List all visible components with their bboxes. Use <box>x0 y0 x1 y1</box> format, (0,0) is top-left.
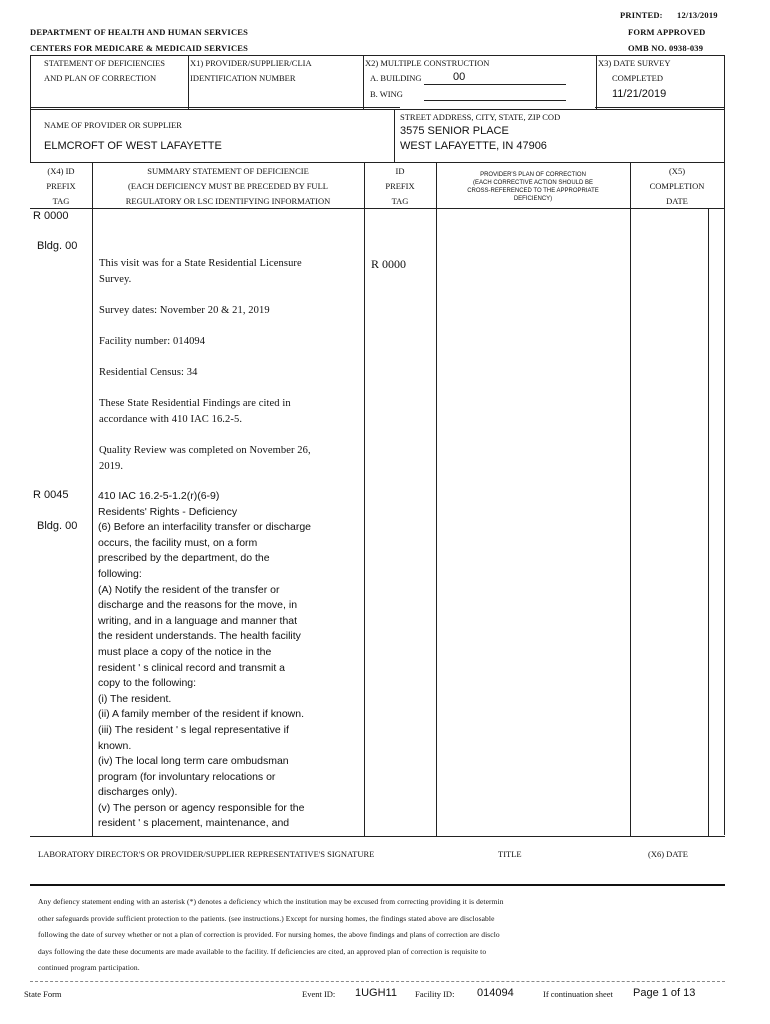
disclaimer-line: days following the date these documents are made available to the facility. If deficiencies are cited, an approved plan of correction is requisite to <box>38 946 487 956</box>
printed-date: 12/13/2019 <box>677 10 718 20</box>
summary-label-3: REGULATORY OR LSC IDENTIFYING INFORMATION <box>125 196 331 206</box>
survey-line: 2019. <box>99 460 124 472</box>
dept-title: DEPARTMENT OF HEALTH AND HUMAN SERVICES <box>30 27 249 37</box>
plan-label-1: PROVIDER'S PLAN OF CORRECTION <box>480 172 586 178</box>
survey-line: This visit was for a State Residential Licensure <box>99 258 302 269</box>
lab-director-signature-label: LABORATORY DIRECTOR'S OR PROVIDER/SUPPLIER REPRESENTATIVE'S SIGNATURE <box>38 849 375 859</box>
x1-label-1: X1) PROVIDER/SUPPLIER/CLIA <box>190 58 312 68</box>
rule-line: following: <box>98 567 142 580</box>
rule-line: the resident understands. The health facility <box>98 630 301 643</box>
survey-line: Survey. <box>99 273 132 285</box>
event-id-label: Event ID: <box>302 989 336 999</box>
rule-text-block <box>98 489 360 832</box>
provider-name-label: NAME OF PROVIDER OR SUPPLIER <box>44 120 182 130</box>
rule-line: resident ' s clinical record and transmit a <box>98 661 286 674</box>
survey-line: Survey dates: November 20 & 21, 2019 <box>99 304 270 316</box>
page-number: Page 1 of 13 <box>633 987 696 999</box>
summary-label-2: (EACH DEFICIENCY MUST BE PRECEDED BY FULL <box>128 181 328 191</box>
rule-line: (i) The resident. <box>98 692 172 705</box>
address-label: STREET ADDRESS, CITY, STATE, ZIP COD <box>400 112 561 122</box>
omb-number: OMB NO. 0938-039 <box>628 43 704 53</box>
survey-line: Residential Census: 34 <box>99 367 198 379</box>
disclaimer-block <box>38 894 728 977</box>
event-id-value: 1UGH11 <box>355 987 397 999</box>
printed-label: PRINTED: <box>620 10 663 20</box>
survey-line: Facility number: 014094 <box>99 335 206 347</box>
summary-label-1: SUMMARY STATEMENT OF DEFICIENCIE <box>147 166 309 176</box>
disclaimer-line: following the date of survey whether or not a plan of correction is provided. For nursing homes, the above findings and plans of correction are disclo <box>38 930 500 940</box>
survey-line: accordance with 410 IAC 16.2-5. <box>99 413 243 425</box>
rule-line: (iv) The local long term care ombudsman <box>98 755 289 768</box>
survey-completed-date: 11/21/2019 <box>612 88 667 100</box>
building-value: 00 <box>453 71 466 83</box>
rule-line: (iii) The resident ' s legal representative if <box>98 723 289 736</box>
address-line-1: 3575 SENIOR PLACE <box>400 125 509 137</box>
rule-line: discharges only). <box>98 786 178 799</box>
rule-line: Residents' Rights - Deficiency <box>98 505 238 518</box>
survey-text-block <box>99 256 361 474</box>
statement-label-1: STATEMENT OF DEFICIENCIES <box>44 58 166 68</box>
rule-line: (v) The person or agency responsible for the <box>98 801 305 814</box>
rule-line: writing, and in a language and manner that <box>98 614 298 627</box>
disclaimer-line: Any defiency statement ending with an asterisk (*) denotes a deficiency which the institution may be excused from correcting providing it is determin <box>38 897 504 906</box>
statement-label-2: AND PLAN OF CORRECTION <box>44 73 157 83</box>
tag-r0000: R 0000 <box>33 210 69 222</box>
state-form-label: State Form <box>24 989 62 999</box>
x5-label-2: COMPLETION <box>649 181 705 191</box>
continuation-label: If continuation sheet <box>543 989 613 999</box>
facility-id-value: 014094 <box>477 987 514 999</box>
rule-line: occurs, the facility must, on a form <box>98 536 258 549</box>
plan-label-3: CROSS-REFERENCED TO THE APPROPRIATE <box>467 188 599 194</box>
rule-line: prescribed by the department, do the <box>98 552 270 565</box>
plan-label-4: DEFICIENCY) <box>513 196 553 202</box>
rule-line: (A) Notify the resident of the transfer or <box>98 583 280 596</box>
rule-line: must place a copy of the notice in the <box>98 645 272 658</box>
x4-label-2: PREFIX <box>46 181 76 191</box>
plan-label-2: (EACH CORRECTIVE ACTION SHOULD BE <box>472 180 594 186</box>
x6-date-label: (X6) DATE <box>648 849 688 859</box>
x4-label-1: (X4) ID <box>47 166 75 176</box>
disclaimer-line: continued program participation. <box>38 963 140 973</box>
wing-label: B. WING <box>370 89 403 99</box>
bldg-r0045: Bldg. 00 <box>37 520 78 532</box>
rule-line: (ii) A family member of the resident if known. <box>98 708 304 721</box>
rule-line: 410 IAC 16.2-5-1.2(r)(6-9) <box>98 490 220 502</box>
tag-r0045: R 0045 <box>33 489 69 501</box>
rule-line: program (for involuntary relocations or <box>98 770 276 783</box>
address-line-2: WEST LAFAYETTE, IN 47906 <box>400 140 547 152</box>
x1-label-2: IDENTIFICATION NUMBER <box>190 73 296 83</box>
survey-line: Quality Review was completed on November 26, <box>99 445 311 457</box>
x2-label: X2) MULTIPLE CONSTRUCTION <box>365 58 490 68</box>
x5-label-1: (X5) <box>668 166 686 176</box>
x5-label-3: DATE <box>666 196 688 206</box>
rule-line: resident ' s placement, maintenance, and <box>98 817 290 830</box>
survey-line: These State Residential Findings are cited in <box>99 398 291 410</box>
x4-label-3: TAG <box>52 196 70 206</box>
rule-line: (6) Before an interfacility transfer or discharge <box>98 521 312 534</box>
title-label: TITLE <box>498 849 522 859</box>
right-tag-r0000: R 0000 <box>371 257 407 271</box>
provider-name-value: ELMCROFT OF WEST LAFAYETTE <box>44 140 222 152</box>
id-label-3: TAG <box>391 196 409 206</box>
form-approved: FORM APPROVED <box>628 27 706 37</box>
x3-label-1: X3) DATE SURVEY <box>598 58 671 68</box>
building-label: A. BUILDING <box>370 73 422 83</box>
centers-title: CENTERS FOR MEDICARE & MEDICAID SERVICES <box>30 43 249 53</box>
disclaimer-line: other safeguards provide sufficient protection to the patients. (see instructions.) Except for nursing homes, the findings stated above are disclosable <box>38 913 495 923</box>
bldg-r0000: Bldg. 00 <box>37 240 78 252</box>
x3-label-2: COMPLETED <box>612 73 663 83</box>
rule-line: known. <box>98 739 132 752</box>
id-label-1: ID <box>395 166 405 176</box>
rule-line: copy to the following: <box>98 677 197 690</box>
id-label-2: PREFIX <box>385 181 415 191</box>
rule-line: discharge and the reasons for the move, in <box>98 599 298 612</box>
facility-id-label: Facility ID: <box>415 989 455 999</box>
